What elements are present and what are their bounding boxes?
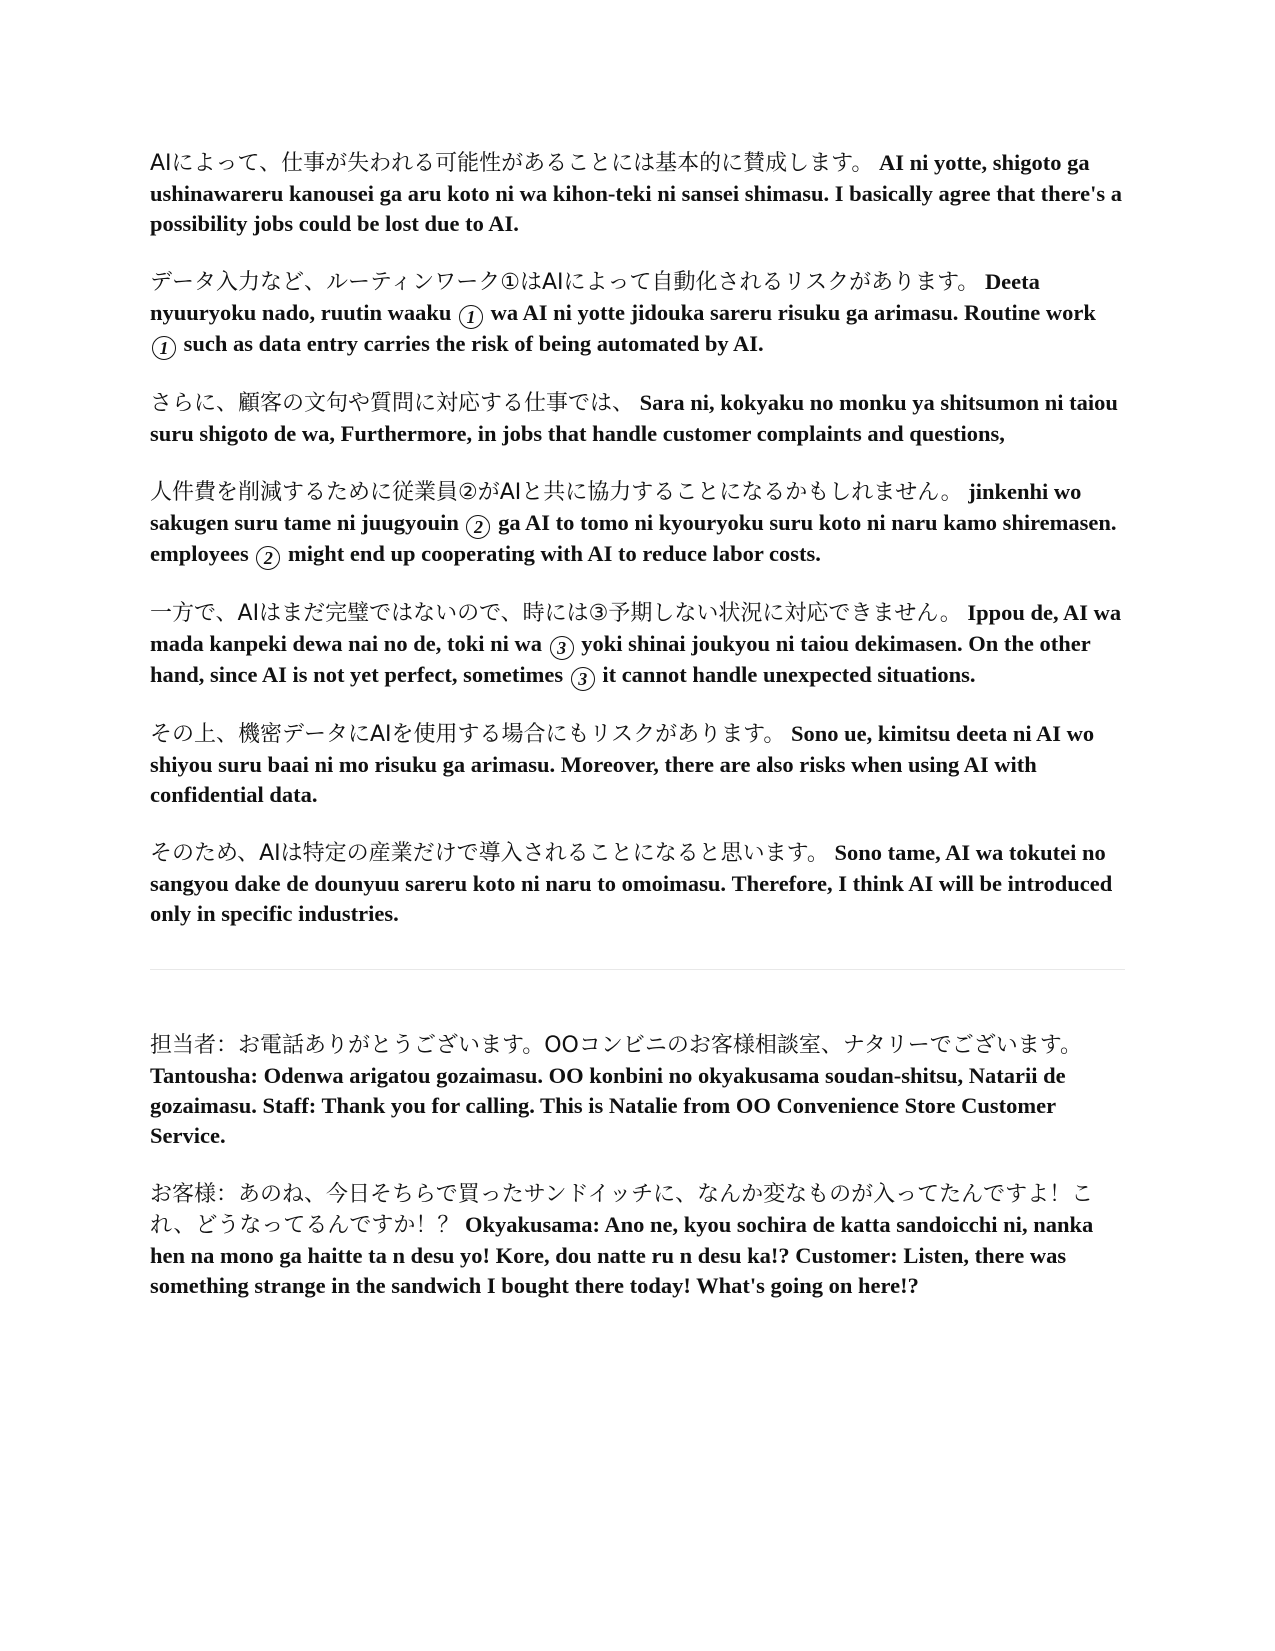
- english-text: might end up cooperating with AI to reduce labor costs.: [287, 541, 821, 566]
- japanese-text: 人件費を削減するために従業員②がAIと共に協力することになるかもしれません。: [150, 480, 963, 505]
- document-page: [150, 148, 1125, 1329]
- japanese-text: さらに、顧客の文句や質問に対応する仕事では、: [150, 391, 635, 416]
- romaji-text: AI ni yotte, shigoto ga ushinawareru kanousei ga aru koto ni wa kihon-teki ni sansei shimasu.: [150, 150, 1090, 206]
- english-text: Staff: Thank you for calling. This is Natalie from OO Convenience Store Customer Service.: [150, 1093, 1056, 1148]
- section-divider: [150, 969, 1125, 970]
- romaji-text: ga AI to tomo ni kyouryoku suru koto ni naru kamo shiremasen.: [498, 510, 1117, 535]
- japanese-text: AIによって、仕事が失われる可能性があることには基本的に賛成します。: [150, 151, 874, 176]
- english-text: employees: [150, 541, 249, 566]
- english-text: Routine work: [964, 300, 1096, 325]
- japanese-text: 一方で、AIはまだ完璧ではないので、時には③予期しない状況に対応できません。: [150, 601, 962, 626]
- paragraph-5: [150, 598, 1125, 691]
- dialogue-line-customer: [150, 1179, 1125, 1301]
- english-text: On the other hand, since AI is not yet perfect, sometimes: [150, 631, 1091, 687]
- paragraph-4: [150, 477, 1125, 570]
- romaji-text: Deeta nyuuryoku nado, ruutin waaku: [150, 269, 1040, 325]
- romaji-text: Sara ni, kokyaku no monku ya shitsumon ni taiou suru shigoto de wa,: [150, 390, 1118, 446]
- english-text: Moreover, there are also risks when using AI with confidential data.: [150, 752, 1037, 807]
- paragraph-3: [150, 388, 1125, 449]
- english-text: it cannot handle unexpected situations.: [602, 662, 976, 687]
- romaji-text: Ippou de, AI wa mada kanpeki dewa nai no de, toki ni wa: [150, 600, 1122, 656]
- japanese-text: 担当者：お電話ありがとうございます。OOコンビニのお客様相談室、ナタリーでございます。: [150, 1033, 1083, 1058]
- romaji-text: Tantousha: Odenwa arigatou gozaimasu. OO konbini no okyakusama soudan-shitsu, Natarii de gozaimasu.: [150, 1063, 1066, 1118]
- japanese-text: そのため、AIは特定の産業だけで導入されることになると思います。: [150, 841, 829, 866]
- paragraph-2: [150, 267, 1125, 360]
- japanese-text: その上、機密データにAIを使用する場合にもリスクがあります。: [150, 722, 786, 747]
- romaji-text: jinkenhi wo sakugen suru tame ni juugyouin: [150, 479, 1082, 535]
- circled-number-marker: 1: [152, 336, 176, 360]
- japanese-text: データ入力など、ルーティンワーク①はAIによって自動化されるリスクがあります。: [150, 270, 980, 295]
- dialogue-line-staff: [150, 1030, 1125, 1151]
- romaji-text: Sono ue, kimitsu deeta ni AI wo shiyou suru baai ni mo risuku ga arimasu.: [150, 721, 1095, 777]
- circled-number-marker: 2: [256, 546, 280, 570]
- paragraph-1: [150, 148, 1125, 239]
- romaji-text: Okyakusama: Ano ne, kyou sochira de katta sandoicchi ni, nanka hen na mono ga haitte ta n desu yo! Kore, dou natte ru n desu ka!?: [150, 1212, 1094, 1268]
- paragraph-7: [150, 838, 1125, 929]
- english-text: Customer: Listen, there was something strange in the sandwich I bought there today! What's going on here!?: [150, 1243, 1067, 1298]
- english-text: Therefore, I think AI will be introduced only in specific industries.: [150, 871, 1113, 926]
- circled-number-marker: 3: [550, 636, 574, 660]
- japanese-text: お客様：あのね、今日そちらで買ったサンドイッチに、なんか変なものが入ってたんですよ！これ、どうなってるんですか！？: [150, 1182, 1094, 1238]
- circled-number-marker: 3: [571, 667, 595, 691]
- english-text: such as data entry carries the risk of being automated by AI.: [183, 331, 764, 356]
- english-text: I basically agree that there's a possibility jobs could be lost due to AI.: [150, 181, 1123, 236]
- circled-number-marker: 2: [466, 515, 490, 539]
- circled-number-marker: 1: [459, 305, 483, 329]
- romaji-text: yoki shinai joukyou ni taiou dekimasen.: [581, 631, 963, 656]
- romaji-text: wa AI ni yotte jidouka sareru risuku ga arimasu.: [490, 300, 959, 325]
- english-text: Furthermore, in jobs that handle customer complaints and questions,: [340, 421, 1005, 446]
- romaji-text: Sono tame, AI wa tokutei no sangyou dake de dounyuu sareru koto ni naru to omoimasu.: [150, 840, 1106, 896]
- paragraph-6: [150, 719, 1125, 810]
